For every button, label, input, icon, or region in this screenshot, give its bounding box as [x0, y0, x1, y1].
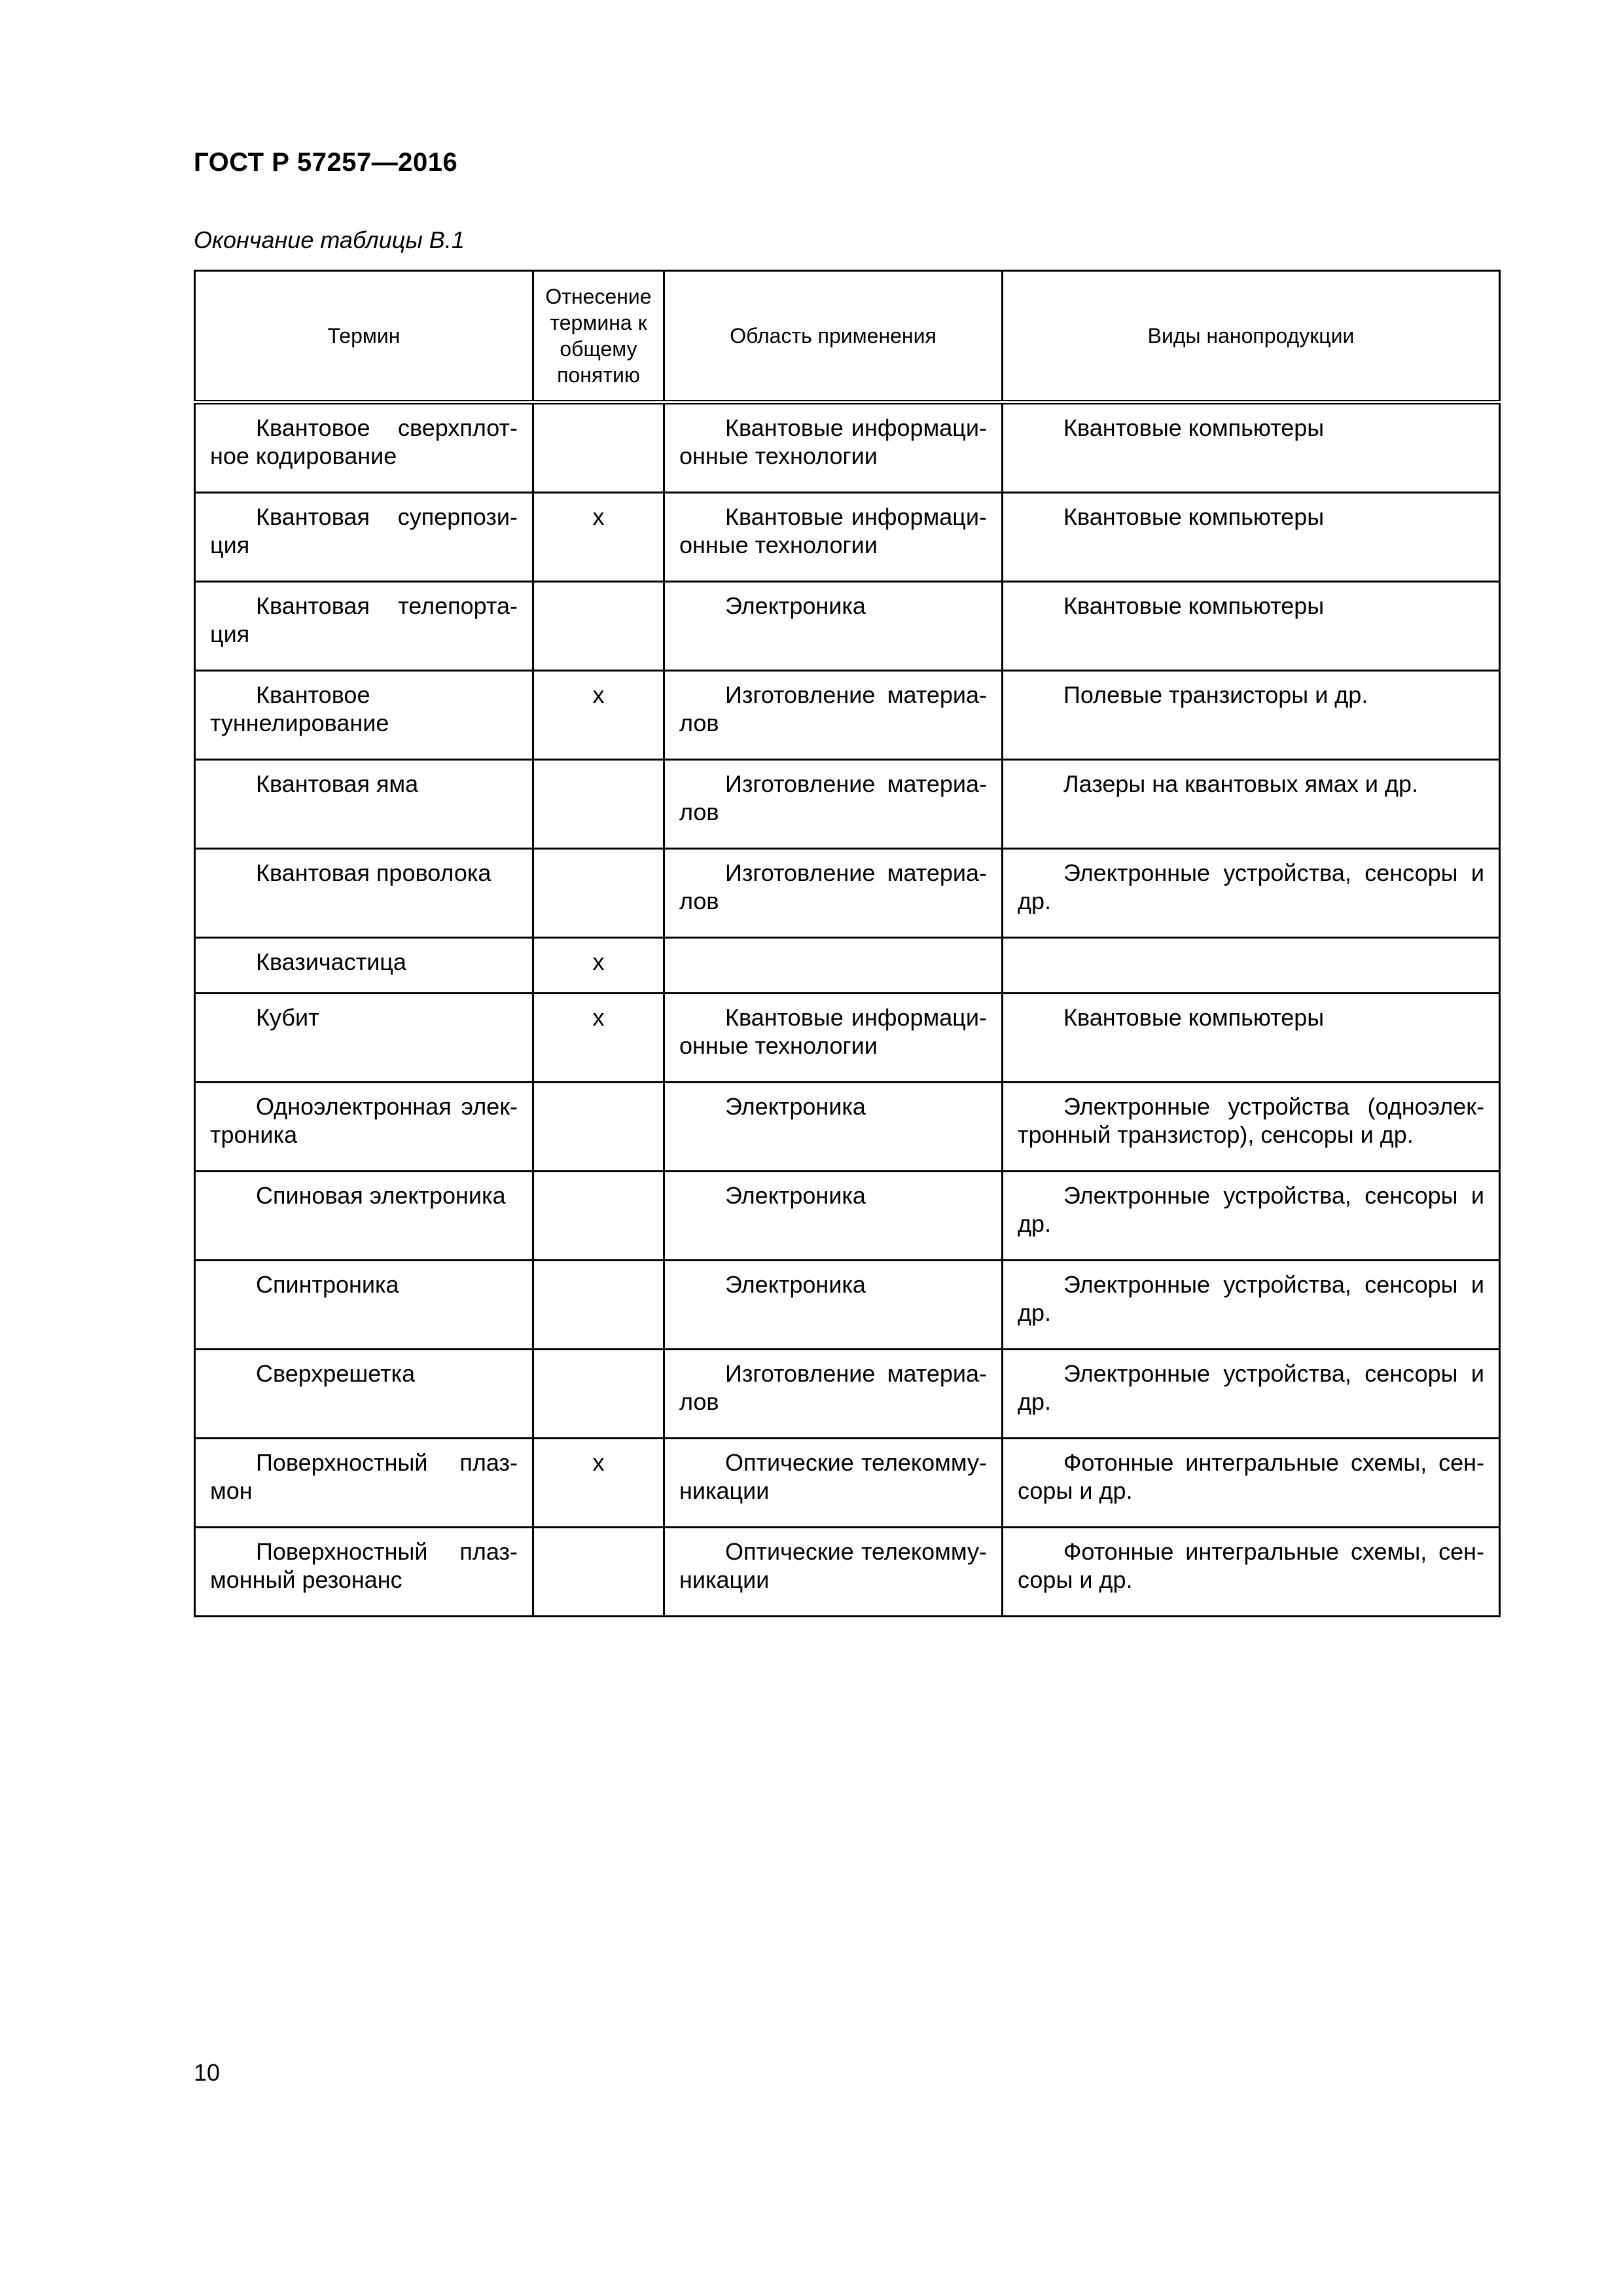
table-row [195, 994, 1500, 1083]
cell-product-types: Лазеры на квантовых ямах и др. [1003, 760, 1500, 849]
table-row [195, 582, 1500, 671]
cell-product-types [1003, 938, 1500, 994]
cell-product-types: Квантовые компьютеры [1003, 493, 1500, 582]
cell-general-concept [533, 403, 664, 493]
column-header-application-area: Область применения [664, 271, 1003, 403]
cell-application-area: Электроника [664, 1083, 1003, 1172]
cell-application-area: Изготовление материалов [664, 849, 1003, 938]
cell-general-concept [533, 1261, 664, 1350]
table-row [195, 1261, 1500, 1350]
cell-general-concept [533, 1083, 664, 1172]
cell-term: Квантовая телепортация [195, 582, 533, 671]
table-header [195, 271, 1500, 403]
cell-application-area: Изготовление материалов [664, 760, 1003, 849]
table-row [195, 938, 1500, 994]
table-row [195, 1350, 1500, 1439]
cell-term: Квантовое сверхплотное кодирование [195, 403, 533, 493]
cell-term: Квантовая проволока [195, 849, 533, 938]
cell-product-types: Электронные устройства, сенсоры и др. [1003, 1350, 1500, 1439]
cell-general-concept [533, 582, 664, 671]
cell-term: Кубит [195, 994, 533, 1083]
cell-general-concept [533, 1350, 664, 1439]
terms-table [194, 270, 1501, 1617]
cell-general-concept [533, 1528, 664, 1617]
cell-term: Спиновая электроника [195, 1172, 533, 1261]
cell-term: Квантовое туннелирование [195, 671, 533, 760]
cell-product-types: Фотонные интегральные схемы, сенсоры и др. [1003, 1439, 1500, 1528]
table-row [195, 493, 1500, 582]
table-header-row [195, 271, 1500, 403]
cell-application-area: Изготовление материалов [664, 1350, 1003, 1439]
cell-term: Сверхрешетка [195, 1350, 533, 1439]
table-row [195, 1172, 1500, 1261]
cell-general-concept: x [533, 1439, 664, 1528]
table-row [195, 1439, 1500, 1528]
page-number: 10 [194, 2059, 221, 2086]
cell-general-concept: x [533, 493, 664, 582]
cell-application-area: Квантовые информационные технологии [664, 994, 1003, 1083]
cell-term: Поверхностный плазмонный резонанс [195, 1528, 533, 1617]
cell-term: Квантовая суперпозиция [195, 493, 533, 582]
cell-product-types: Квантовые компьютеры [1003, 582, 1500, 671]
cell-application-area: Изготовление материалов [664, 671, 1003, 760]
cell-application-area [664, 938, 1003, 994]
cell-product-types: Электронные устройства (одноэлектронный транзистор), сенсоры и др. [1003, 1083, 1500, 1172]
cell-application-area: Оптические телекоммуникации [664, 1528, 1003, 1617]
cell-product-types: Электронные устройства, сенсоры и др. [1003, 1261, 1500, 1350]
cell-term: Одноэлектронная электроника [195, 1083, 533, 1172]
cell-general-concept: x [533, 994, 664, 1083]
cell-product-types: Электронные устройства, сенсоры и др. [1003, 849, 1500, 938]
cell-general-concept [533, 1172, 664, 1261]
cell-general-concept [533, 760, 664, 849]
cell-general-concept: x [533, 938, 664, 994]
table-row [195, 849, 1500, 938]
cell-term: Поверхностный плазмон [195, 1439, 533, 1528]
terms-table-container [194, 270, 1499, 1617]
table-row [195, 1528, 1500, 1617]
cell-product-types: Электронные устройства, сенсоры и др. [1003, 1172, 1500, 1261]
cell-application-area: Квантовые информационные технологии [664, 403, 1003, 493]
table-row [195, 403, 1500, 493]
table-caption: Окончание таблицы В.1 [194, 226, 465, 253]
cell-application-area: Оптические телекоммуникации [664, 1439, 1003, 1528]
cell-term: Квазичастица [195, 938, 533, 994]
cell-general-concept [533, 849, 664, 938]
column-header-general-concept: Отнесение термина к общему понятию [533, 271, 664, 403]
cell-application-area: Электроника [664, 1172, 1003, 1261]
cell-term: Квантовая яма [195, 760, 533, 849]
column-header-product-types: Виды нанопродукции [1003, 271, 1500, 403]
cell-product-types: Квантовые компьютеры [1003, 403, 1500, 493]
document-code: ГОСТ Р 57257—2016 [194, 148, 458, 177]
cell-product-types: Полевые транзисторы и др. [1003, 671, 1500, 760]
cell-application-area: Квантовые информационные технологии [664, 493, 1003, 582]
cell-application-area: Электроника [664, 582, 1003, 671]
column-header-term: Термин [195, 271, 533, 403]
table-row [195, 1083, 1500, 1172]
table-body [195, 403, 1500, 1617]
cell-product-types: Квантовые компьютеры [1003, 994, 1500, 1083]
cell-product-types: Фотонные интегральные схемы, сенсоры и др. [1003, 1528, 1500, 1617]
table-row [195, 671, 1500, 760]
cell-general-concept: x [533, 671, 664, 760]
cell-application-area: Электроника [664, 1261, 1003, 1350]
table-row [195, 760, 1500, 849]
cell-term: Спинтроника [195, 1261, 533, 1350]
